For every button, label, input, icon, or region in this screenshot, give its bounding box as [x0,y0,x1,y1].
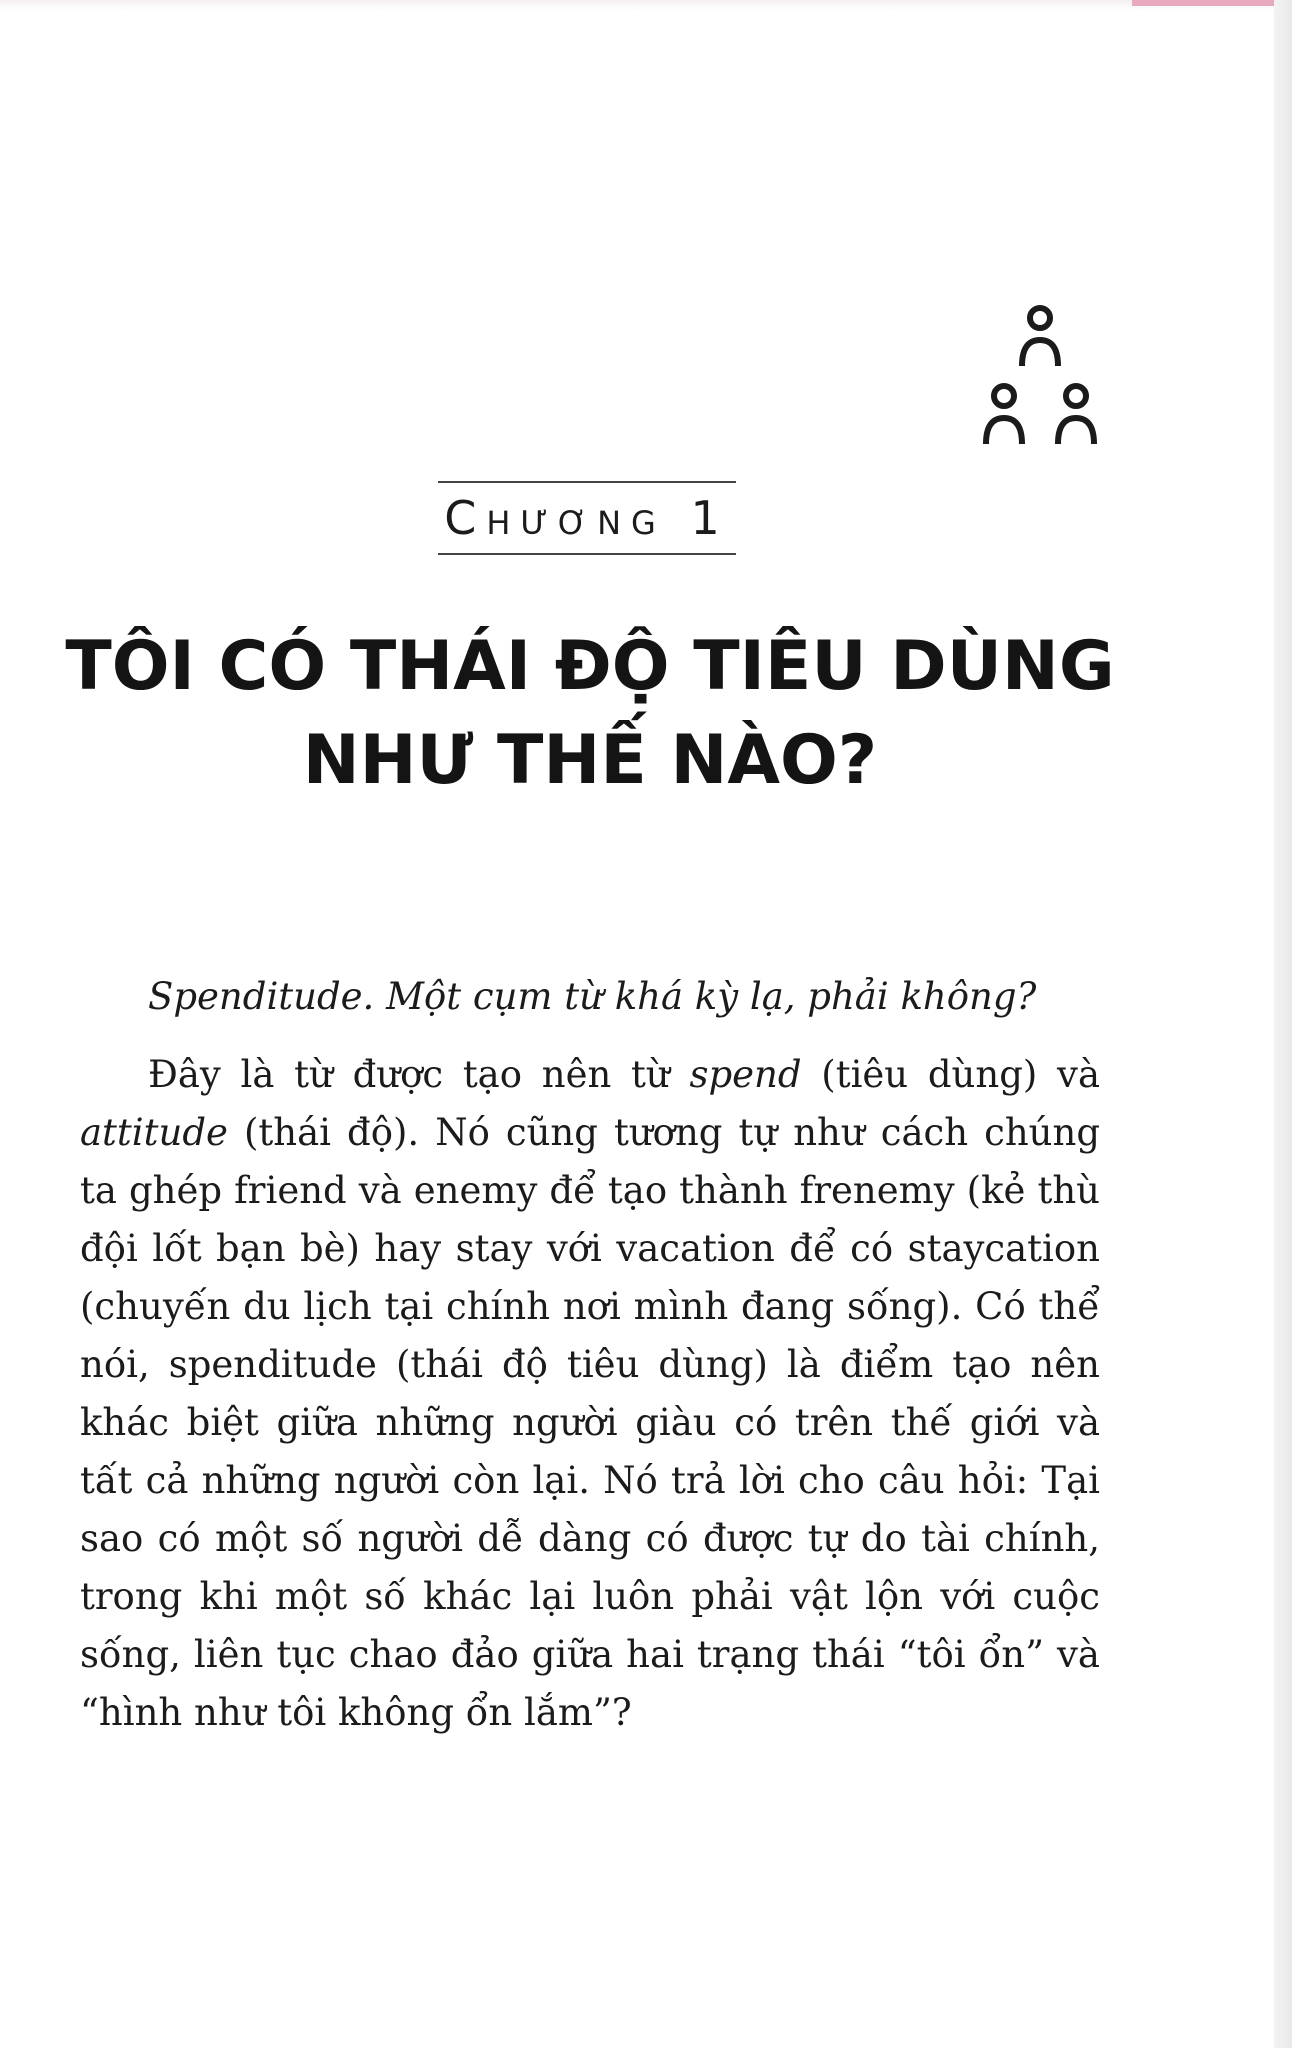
page-right-edge [1274,0,1292,2048]
chapter-title-line-1: TÔI CÓ THÁI ĐỘ TIÊU DÙNG [65,627,1115,706]
term-attitude: attitude [80,1111,228,1154]
chapter-label-box [438,481,736,555]
edge-accent-mark [1132,0,1292,6]
body-paragraph [80,1046,1100,1742]
body-text-1: Đây là từ được tạo nên từ [148,1053,690,1096]
chapter-label: Chương 1 [444,491,730,545]
intro-paragraph: Spenditude. Một cụm từ khá kỳ lạ, phải không? [148,975,1037,1018]
term-spend: spend [689,1053,802,1096]
chapter-title-line-2: NHƯ THẾ NÀO? [302,721,878,800]
body-text-3: (thái độ). Nó cũng tương tự như cách chúng ta ghép friend và enemy để tạo thành frenemy (kẻ thù đội lốt bạn bè) hay stay với vacation để có staycation (chuyến du lịch tại chính nơi mình đang sống). Có thể nói, spenditude (thái độ tiêu dùng) là điểm tạo nên khác biệt giữa những người giàu có trên thế giới và tất cả những người còn lại. Nó trả lời cho câu hỏi: Tại sao có một số người dễ dàng có được tự do tài chính, trong khi một số khác lại luôn phải vật lộn với cuộc sống, liên tục chao đảo giữa hai trạng thái “tôi ổn” và “hình như tôi không ổn lắm”? [80,1111,1100,1734]
people-group-icon [980,296,1100,456]
chapter-title [60,620,1120,808]
page-top-edge [0,0,1292,10]
body-text-2: (tiêu dùng) và [801,1053,1101,1096]
chapter-body [80,968,1100,1742]
